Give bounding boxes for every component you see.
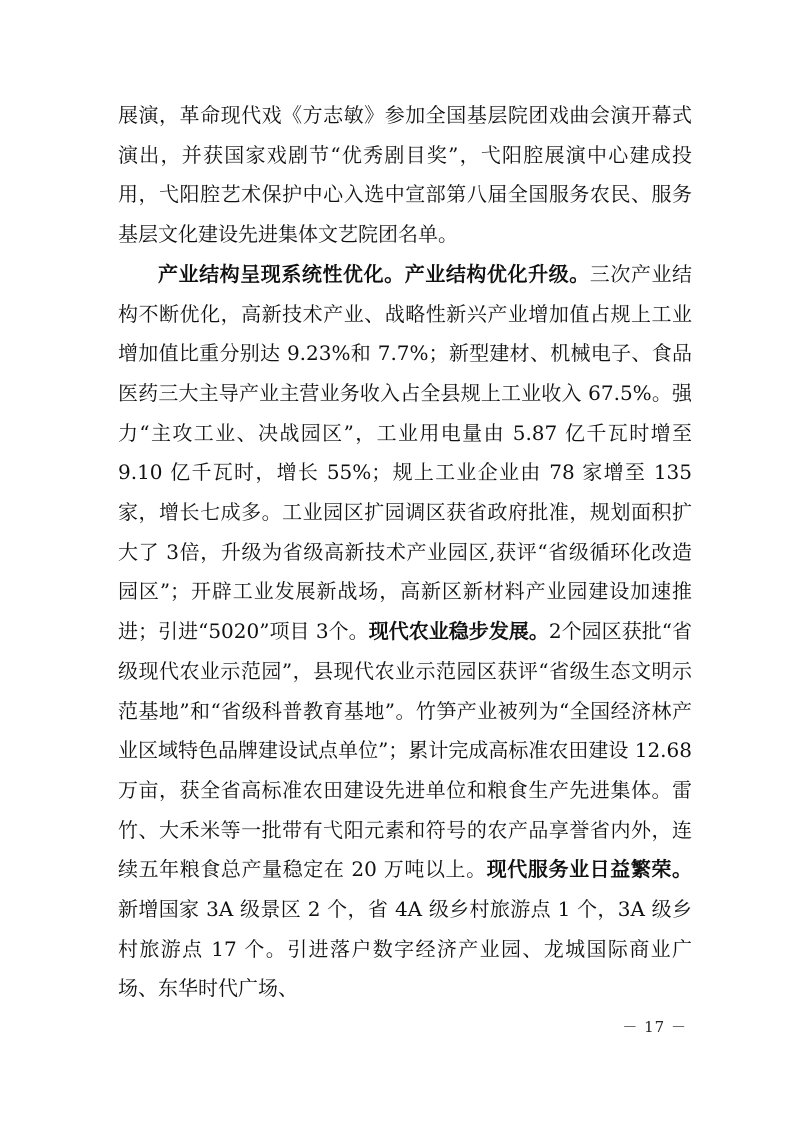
paragraph-2-text-services: 新增国家 3A 级景区 2 个，省 4A 级乡村旅游点 1 个，3A 级乡村旅游点 17 个。引进落户数字经济产业园、龙城国际商业广场、东华时代广场、 [118, 897, 692, 1001]
heading-modern-services: 现代服务业日益繁荣。 [486, 857, 692, 882]
paragraph-1 [118, 96, 692, 255]
paragraph-2 [118, 255, 692, 1009]
heading-industrial-structure: 产业结构呈现系统性优化。产业结构优化升级。 [158, 261, 590, 286]
page-number: － 17 － [622, 1018, 687, 1036]
paragraph-2-text-agriculture: 2个园区获批“省级现代农业示范园”，县现代农业示范园区获评“省级生态文明示范基地”和“省级科普教育基地”。竹笋产业被列为“全国经济林产业区域特色品牌建设试点单位”；累计完成高标准农田建设 12.68 万亩，获全省高标准农田建设先进单位和粮食生产先进集体。雷竹、大禾米等一批带有弋阳元素和符号的农产品享誉省内外，连续五年粮食总产量稳定在 20 万吨以上。 [118, 619, 692, 882]
paragraph-1-text: 展演，革命现代戏《方志敏》参加全国基层院团戏曲会演开幕式演出，并获国家戏剧节“优秀剧目奖”，弋阳腔展演中心建成投用，弋阳腔艺术保护中心入选中宣部第八届全国服务农民、服务基层文化建设先进集体文艺院团名单。 [118, 103, 692, 247]
body-text [118, 96, 692, 1009]
heading-modern-agriculture: 现代农业稳步发展。 [368, 619, 549, 644]
paragraph-2-text-industry: 三次产业结构不断优化，高新技术产业、战略性新兴产业增加值占规上工业增加值比重分别达 9.23%和 7.7%；新型建材、机械电子、食品医药三大主导产业主营业务收入占全县规上工业收入 67.5%。强力“主攻工业、决战园区”，工业用电量由 5.87 亿千瓦时增至 9.10 亿千瓦时，增长 55%；规上工业企业由 78 家增至 135 家，增长七成多。工业园区扩园调区获省政府批准，规划面积扩大了 3倍，升级为省级高新技术产业园区,获评“省级循环化改造园区”；开辟工业发展新战场，高新区新材料产业园建设加速推进；引进“5020”项目 3个。 [118, 261, 693, 644]
